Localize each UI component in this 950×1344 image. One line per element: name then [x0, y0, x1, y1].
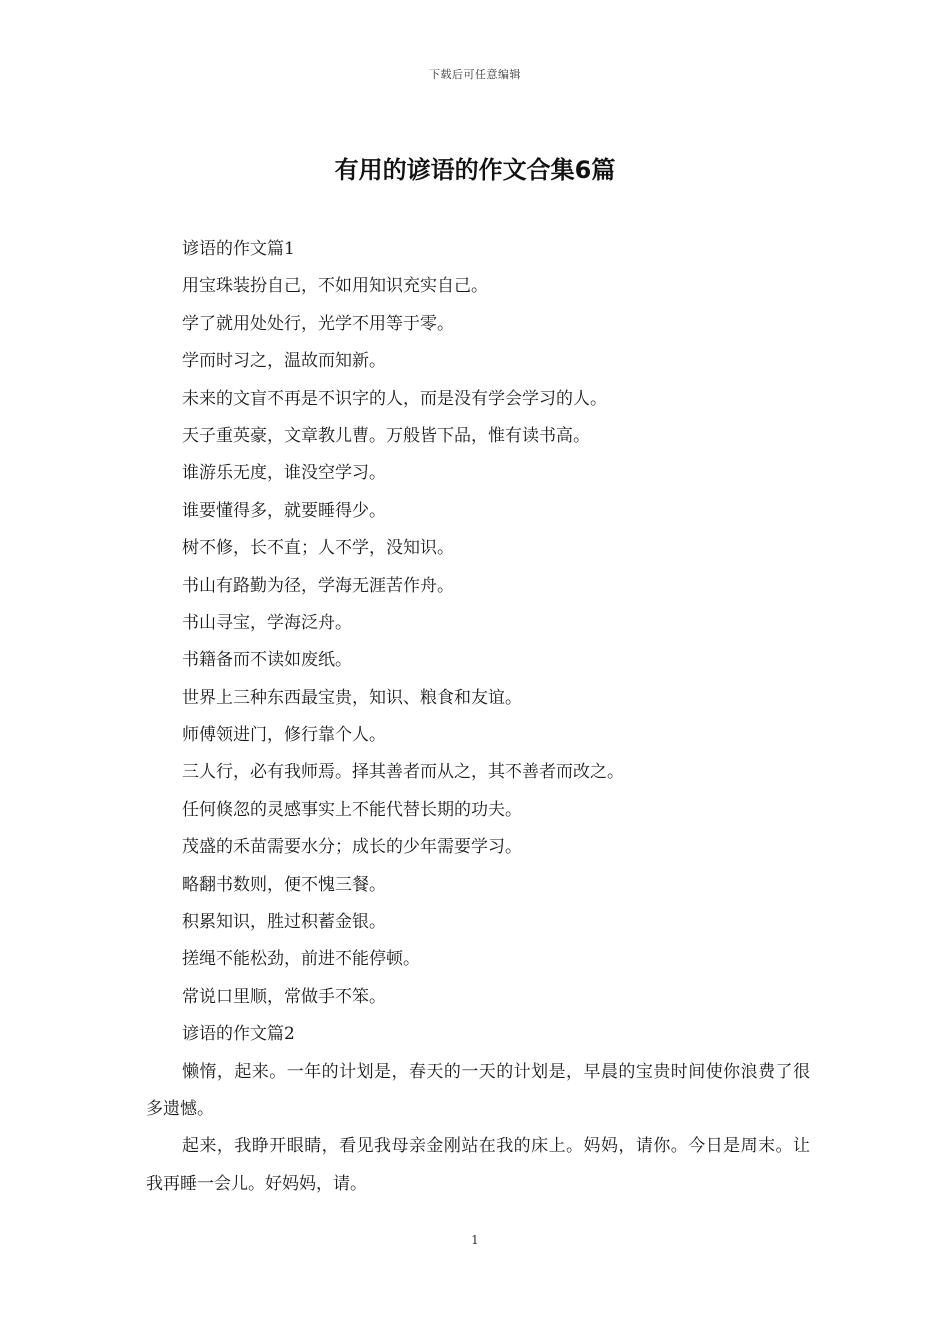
proverb-line: 三人行，必有我师焉。择其善者而从之，其不善者而改之。	[182, 762, 624, 783]
proverb-line: 谁游乐无度，谁没空学习。	[182, 463, 386, 484]
proverb-line: 搓绳不能松劲，前进不能停顿。	[182, 949, 420, 970]
proverb-line: 谁要懂得多，就要睡得少。	[182, 500, 386, 521]
proverb-line: 树不修，长不直；人不学，没知识。	[182, 538, 454, 559]
document-body	[146, 231, 810, 1203]
proverb-line: 师傅领进门，修行靠个人。	[182, 725, 386, 746]
header-note: 下载后可任意编辑	[429, 68, 521, 81]
proverb-line: 书山有路勤为径，学海无涯苦作舟。	[182, 575, 454, 596]
proverb-line: 书山寻宝，学海泛舟。	[182, 612, 352, 633]
proverb-line: 常说口里顺，常做手不笨。	[182, 986, 386, 1007]
essay-paragraph: 起来，我睁开眼睛，看见我母亲金刚站在我的床上。妈妈，请你。今日是周末。让我再睡一会儿。好妈妈，请。	[146, 1136, 810, 1194]
section-heading: 谚语的作文篇2	[182, 1024, 295, 1045]
proverb-line: 学了就用处处行，光学不用等于零。	[182, 313, 454, 334]
proverb-line: 天子重英豪，文章教儿曹。万般皆下品，惟有读书高。	[182, 425, 590, 446]
proverb-line: 任何倏忽的灵感事实上不能代替长期的功夫。	[182, 799, 522, 820]
proverb-line: 略翻书数则，便不愧三餐。	[182, 874, 386, 895]
proverb-line: 学而时习之，温故而知新。	[182, 351, 386, 372]
page-number: 1	[471, 1233, 479, 1247]
section-heading: 谚语的作文篇1	[182, 239, 295, 259]
document-title: 有用的谚语的作文合集6篇	[334, 156, 616, 184]
proverb-line: 茂盛的禾苗需要水分；成长的少年需要学习。	[182, 837, 522, 858]
proverb-line: 积累知识，胜过积蓄金银。	[182, 912, 386, 933]
proverb-line: 未来的文盲不再是不识字的人，而是没有学会学习的人。	[182, 388, 607, 409]
essay-paragraph: 懒惰，起来。一年的计划是，春天的一天的计划是，早晨的宝贵时间使你浪费了很多遗憾。	[146, 1061, 810, 1119]
proverb-line: 书籍备而不读如废纸。	[182, 650, 352, 671]
proverb-line: 世界上三种东西最宝贵，知识、粮食和友谊。	[182, 687, 522, 708]
proverb-line: 用宝珠装扮自己，不如用知识充实自己。	[182, 276, 488, 297]
